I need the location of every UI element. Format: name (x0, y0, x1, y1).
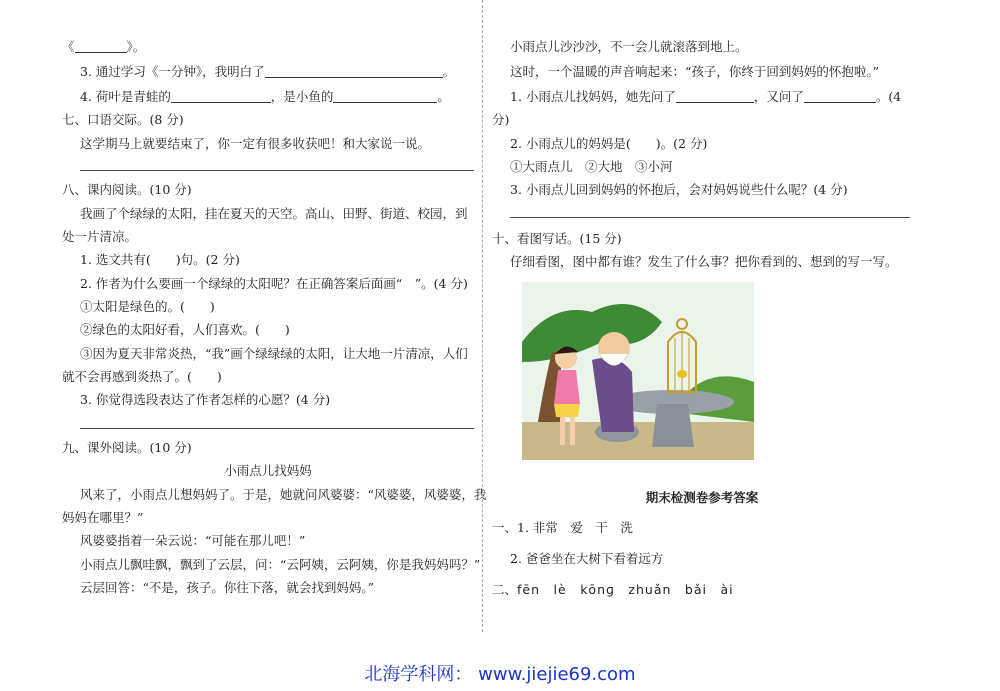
question-1 (510, 89, 901, 105)
answer-label: 二、 (492, 582, 518, 597)
option-text: ①大雨点儿 ②大地 ③小河 (510, 159, 673, 174)
answer-blank[interactable] (171, 90, 271, 103)
question-text: 2. 小雨点儿的妈妈是( )。(2 分) (510, 136, 708, 151)
illustration-girl-grandpa-birdcage (522, 282, 754, 460)
section-9-title: 九、课外阅读。(10 分) (62, 440, 192, 455)
option-text: ③因为夏天非常炎热，“我”画个绿绿绿的太阳，让大地一片清凉，人们 (80, 346, 468, 361)
column-divider (482, 0, 483, 632)
text: 。 (437, 89, 450, 104)
girl-leg (570, 417, 575, 445)
story-line: 云层回答：“不是，孩子。你往下落，就会找到妈妈。” (80, 580, 375, 595)
section-8-title: 八、课内阅读。(10 分) (62, 182, 192, 197)
story-title: 小雨点儿找妈妈 (224, 463, 312, 478)
passage-line: 处一片清凉。 (62, 229, 138, 244)
option-text: 就不会再感到炎热了。( ) (62, 369, 222, 384)
question-4 (80, 89, 450, 105)
footer-watermark: 北海学科网： www.jiejie69.com (364, 664, 636, 685)
answer-blank[interactable] (333, 90, 437, 103)
option-text: ②绿色的太阳好看，人们喜欢。( ) (80, 322, 290, 337)
question-points: 。(4 (875, 89, 902, 104)
passage-line: 我画了个绿绿的太阳，挂在夏天的天空。高山、田野、街道、校园，到 (80, 206, 468, 221)
text: 》。 (126, 39, 146, 54)
stone-table-base (652, 404, 694, 447)
story-line: 风来了，小雨点儿想妈妈了。于是，她就问风婆婆：“风婆婆，风婆婆，我 (80, 487, 487, 502)
bird (677, 370, 687, 378)
story-line: 小雨点儿飘哇飘，飘到了云层，问：“云阿姨，云阿姨，你是我妈妈吗？” (80, 557, 481, 572)
question-text: 1. 选文共有( )句。(2 分) (80, 252, 240, 267)
question-text: 1. 小雨点儿找妈妈，她先问了 (510, 89, 676, 104)
continued-line (62, 39, 145, 55)
option-text: ①太阳是绿色的。( ) (80, 299, 215, 314)
text: 。 (442, 64, 456, 79)
ground (522, 422, 754, 460)
question-text: 3. 小雨点儿回到妈妈的怀抱后，会对妈妈说些什么呢？(4 分) (510, 182, 848, 197)
question-3 (80, 64, 455, 80)
question-text: ，是小鱼的 (270, 89, 334, 104)
answer-line[interactable] (80, 170, 474, 171)
story-line: 风婆婆指着一朵云说：“可能在那儿吧！” (80, 533, 306, 548)
answer-line-3 (492, 582, 734, 598)
question-text: 4. 荷叶是青蛙的 (80, 89, 171, 104)
answer-line-2: 2. 爸爸坐在大树下看着远方 (510, 551, 664, 566)
answer-blank[interactable] (804, 90, 876, 103)
girl-shirt (554, 370, 580, 404)
answers-title: 期末检测卷参考答案 (645, 490, 759, 505)
answer-blank[interactable] (75, 40, 127, 53)
question-text: 3. 通过学习《一分钟》，我明白了 (80, 64, 265, 79)
story-line: 这时，一个温暖的声音响起来：“孩子，你终于回到妈妈的怀抱啦。” (510, 64, 880, 79)
question-text: 3. 你觉得选段表达了作者怎样的心愿？(4 分) (80, 392, 331, 407)
story-line: 小雨点儿沙沙沙，不一会儿就滚落到地上。 (510, 39, 748, 54)
answer-line[interactable] (510, 217, 910, 218)
girl-leg (560, 417, 565, 445)
answer-blank[interactable] (265, 65, 443, 78)
question-text: 2. 作者为什么要画一个绿绿的太阳呢？在正确答案后面画“ ”。(4 分) (80, 276, 468, 291)
pinyin-answers: fēn lè kōnɡ zhuǎn bǎi ài (517, 582, 734, 597)
answer-blank[interactable] (676, 90, 754, 103)
answer-line[interactable] (80, 428, 474, 429)
girl-skirt (554, 404, 580, 417)
story-line: 妈妈在哪里？” (62, 510, 144, 525)
section-10-title: 十、看图写话。(15 分) (492, 231, 622, 246)
text: 《 (62, 39, 75, 54)
answer-line-1: 一、1. 非常 爱 干 洗 (492, 520, 633, 535)
section-7-prompt: 这学期马上就要结束了，你一定有很多收获吧！和大家说一说。 (80, 136, 431, 151)
section-10-prompt: 仔细看图，图中都有谁？发生了什么事？把你看到的、想到的写一写。 (510, 254, 898, 269)
question-points: 分) (492, 112, 510, 127)
section-7-title: 七、口语交际。(8 分) (62, 112, 184, 127)
question-text: ，又问了 (753, 89, 804, 104)
